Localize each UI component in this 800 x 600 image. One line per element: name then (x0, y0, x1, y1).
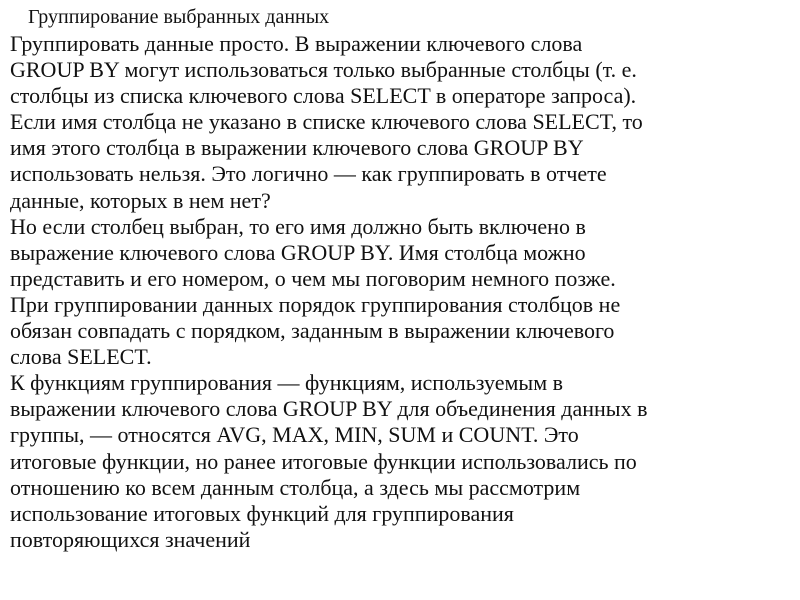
text-line: обязан совпадать с порядком, заданным в выражении ключевого (10, 318, 615, 344)
text-line: GROUP BY могут использоваться только выбранные столбцы (т. е. (10, 57, 637, 83)
text-line: представить и его номером, о чем мы поговорим немного позже. (10, 265, 616, 291)
text-line: К функциям группирования — функциям, используемым в (10, 370, 564, 396)
text-line: использование итоговых функций для группирования (10, 500, 514, 526)
text-line: выражении ключевого слова GROUP BY для объединения данных в (10, 396, 648, 422)
text-line: итоговые функции, но ранее итоговые функции использовались по (10, 448, 637, 474)
text-line: выражение ключевого слова GROUP BY. Имя столбца можно (10, 239, 586, 265)
document-title: Группирование выбранных данных (28, 6, 330, 28)
text-line: повторяющихся значений (10, 526, 251, 552)
document-body (10, 31, 790, 553)
text-line: Группировать данные просто. В выражении ключевого слова (10, 31, 583, 56)
text-line: слова SELECT. (10, 344, 152, 370)
text-line: использовать нельзя. Это логично — как группировать в отчете (10, 161, 607, 187)
text-line: данные, которых в нем нет? (10, 187, 271, 213)
text-line: группы, — относятся AVG, MAX, MIN, SUM и COUNT. Это (10, 422, 579, 448)
text-line: Если имя столбца не указано в списке ключевого слова SELECT, то (10, 109, 643, 135)
text-line: При группировании данных порядок группирования столбцов не (10, 291, 621, 317)
text-line: отношению ко всем данным столбца, а здесь мы рассмотрим (10, 474, 581, 500)
text-line: имя этого столбца в выражении ключевого слова GROUP BY (10, 135, 584, 161)
text-line: Но если столбец выбран, то его имя должно быть включено в (10, 213, 586, 239)
text-line: столбцы из списка ключевого слова SELECT в операторе запроса). (10, 83, 637, 109)
